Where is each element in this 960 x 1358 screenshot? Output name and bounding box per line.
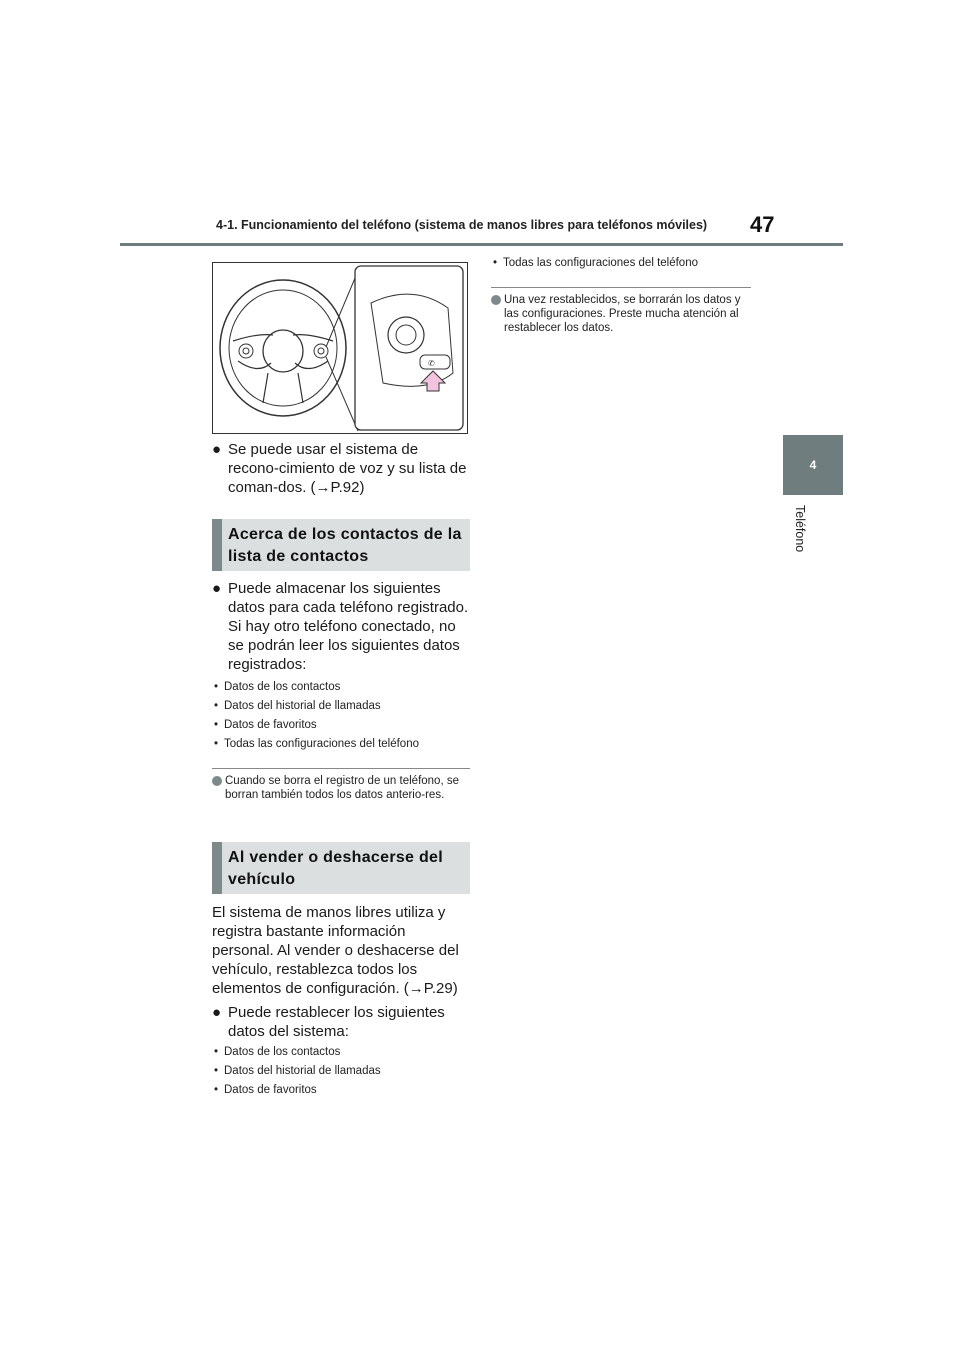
header-rule [120,243,843,246]
list-item-text: Todas las configuraciones del teléfono [224,738,419,750]
list-item: • Datos de los contactos [214,681,341,693]
list-item-text: Datos de favoritos [224,1084,317,1096]
list-item: • Datos de favoritos [214,1084,317,1096]
bullet-voice [212,440,470,497]
list-item: • Datos de los contactos [214,1046,341,1058]
note-delete-text: Cuando se borra el registro de un teléfono, se borran también todos los datos anterio-res. [225,775,459,801]
section-heading-contacts [212,519,470,571]
note-rule [491,287,751,288]
section-heading-text: Al vender o deshacerse del vehículo [228,849,444,888]
bullet-dot: ● [212,441,222,458]
list-item: • Datos del historial de llamadas [214,700,381,712]
note-dot-icon [491,295,501,305]
bullet-store [212,579,470,674]
section-heading-sell [212,842,470,894]
steering-wheel-talk-switch-icon [213,263,467,433]
note-delete [212,774,470,802]
list-item-text: Datos de favoritos [224,719,317,731]
steering-wheel-figure [212,262,468,434]
list-item: • Datos del historial de llamadas [214,1065,381,1077]
list-item-text: Datos del historial de llamadas [224,1065,381,1077]
list-item-text: Datos de los contactos [224,1046,341,1058]
chapter-tab: 4 [783,435,843,495]
bullet-reset [212,1003,470,1041]
page-number: 47 [750,212,775,237]
bullet-dot: ● [212,580,222,597]
bullet-store-text: Puede almacenar los siguientes datos para cada teléfono registrado. Si hay otro teléfono conectado, no se podrán leer los siguientes datos registrados: [228,580,469,673]
note-dot-icon [212,776,222,786]
note-reset [491,293,751,335]
svg-text:✆: ✆ [428,359,435,368]
paragraph-sell: El sistema de manos libres utiliza y registra bastante información personal. Al vender o deshacerse del vehículo, restablezca todos los elementos de configuración. (→P.29) [212,904,459,997]
list-item-text: Datos del historial de llamadas [224,700,381,712]
section-heading-text: Acerca de los contactos de la lista de contactos [228,526,462,565]
note-rule [212,768,470,769]
list-item: • Datos de favoritos [214,719,317,731]
list-item: • Todas las configuraciones del teléfono [214,738,419,750]
list-item-text: Todas las configuraciones del teléfono [503,257,698,269]
list-item: • Todas las configuraciones del teléfono [493,257,698,269]
bullet-reset-text: Puede restablecer los siguientes datos del sistema: [228,1004,445,1040]
note-reset-text: Una vez restablecidos, se borrarán los datos y las configuraciones. Preste mucha atención al restablecer los datos. [504,294,741,334]
running-header: 4-1. Funcionamiento del teléfono (sistema de manos libres para teléfonos móviles) [216,218,708,232]
bullet-dot: ● [212,1004,222,1021]
chapter-label: Teléfono [793,505,807,553]
bullet-voice-text: Se puede usar el sistema de recono-cimiento de voz y su lista de coman-dos. (→P.92) [228,441,467,496]
list-item-text: Datos de los contactos [224,681,341,693]
